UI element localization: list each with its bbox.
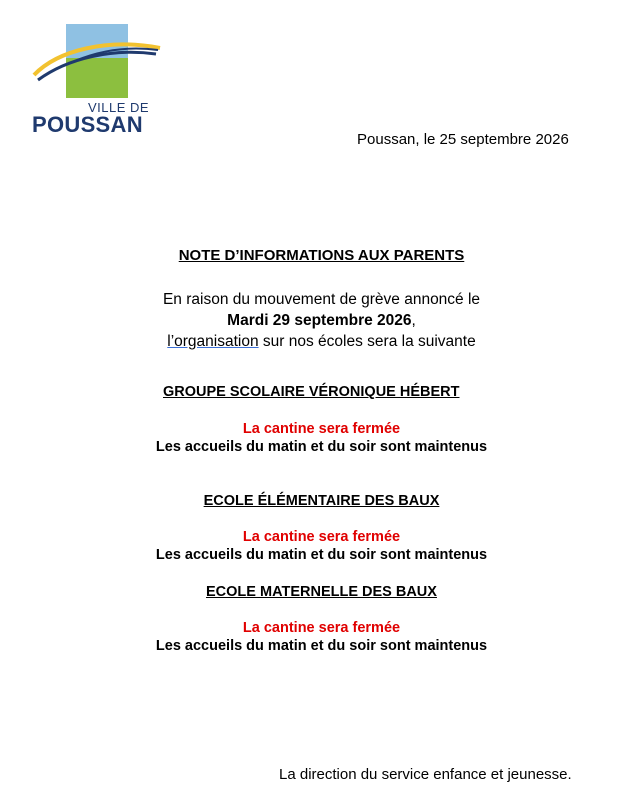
intro-line-3-rest: sur nos écoles sera la suivante [258,333,476,350]
signature: La direction du service enfance et jeunesse. [279,766,572,783]
cantine-status: La cantine sera fermée [242,529,401,545]
logo-text-poussan: POUSSAN [32,112,143,137]
intro-paragraph [0,289,643,352]
logo-text-ville-de: VILLE DE [88,100,150,115]
accueil-status: Les accueils du matin et du soir sont maintenus [155,547,488,563]
intro-line-2 [0,310,643,331]
cantine-status: La cantine sera fermée [242,421,401,437]
ville-de-poussan-logo [28,20,168,137]
intro-comma: , [411,312,416,329]
document-date: Poussan, le 25 septembre 2026 [357,131,569,148]
school-heading: ECOLE ÉLÉMENTAIRE DES BAUX [203,493,440,509]
document-title: NOTE D’INFORMATIONS AUX PARENTS [178,247,465,264]
logo-emblem [28,20,168,105]
cantine-status: La cantine sera fermée [242,620,401,636]
accueil-status: Les accueils du matin et du soir sont maintenus [155,638,488,654]
intro-line-3 [0,331,643,352]
organisation-word: l’organisation [167,333,259,350]
school-heading: ECOLE MATERNELLE DES BAUX [206,584,437,600]
strike-date: Mardi 29 septembre 2026 [227,312,412,329]
intro-line-1: En raison du mouvement de grève annoncé le [162,291,481,308]
accueil-status: Les accueils du matin et du soir sont maintenus [155,439,488,455]
school-heading: GROUPE SCOLAIRE VÉRONIQUE HÉBERT [163,384,460,400]
